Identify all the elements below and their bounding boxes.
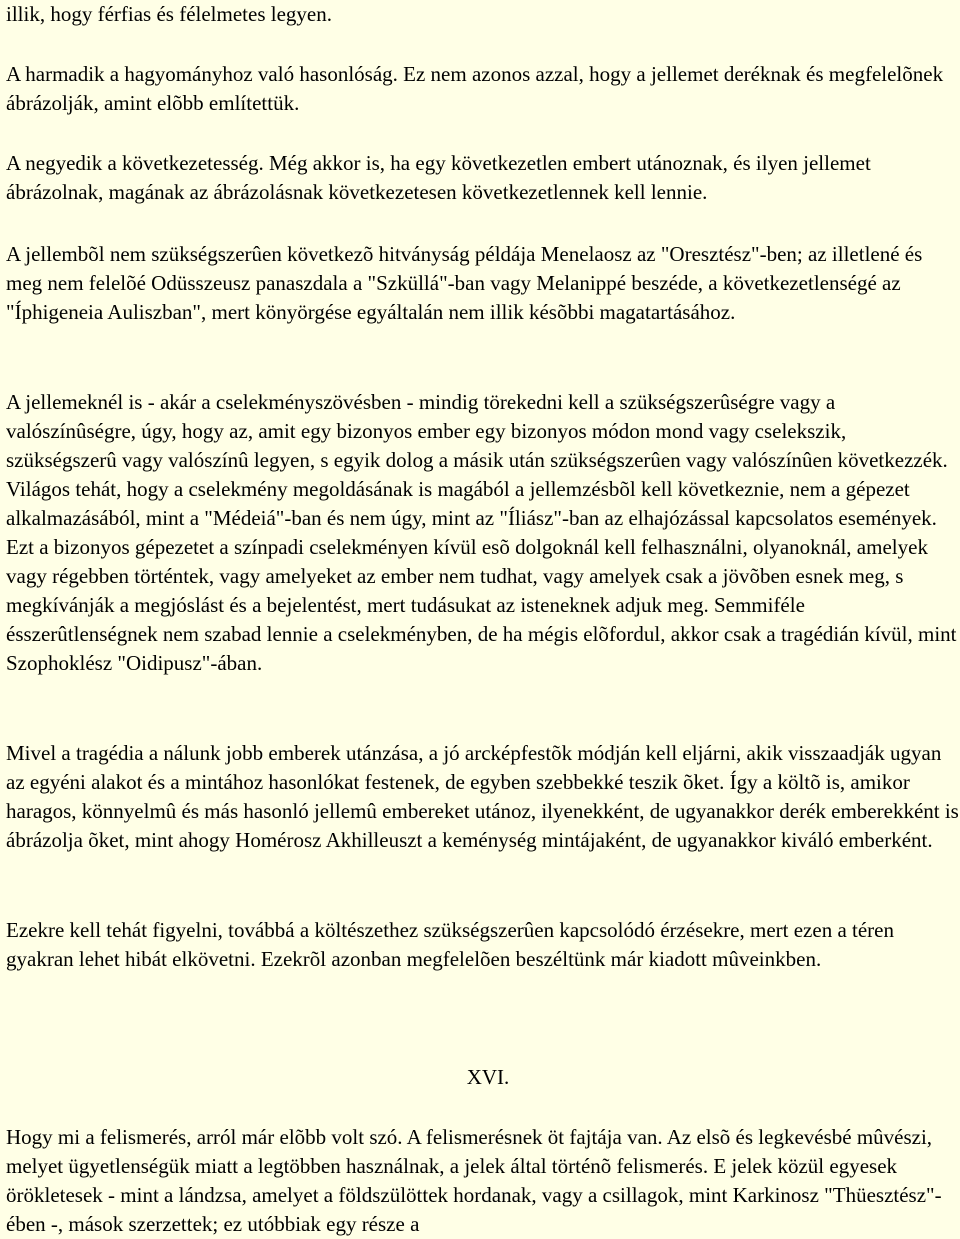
paragraph-portrait-painters: Mivel a tragédia a nálunk jobb emberek utánzása, a jó arcképfestõk módján kell eljárni, akik visszaadják ugyan az egyéni alakot és a mintához hasonlókat festenek, de egyben szebbekké teszik õket. Így a költõ is, amikor haragos, könnyelmû és más hasonló jellemû embereket utánoz, ilyenekként, de ugyanakkor derék emberekként is ábrázolja õket, mint ahogy Homérosz Akhilleuszt a keménység mintájaként, de ugyanakkor kiváló emberként. [6, 741, 959, 852]
paragraph-continuation: illik, hogy férfias és félelmetes legyen. [6, 2, 332, 26]
paragraph-examples: A jellembõl nem szükségszerûen következõ hitványság példája Menelaosz az "Oresztész"-ben; az illetlené és meg nem felelõé Odüsszeusz panaszdala a "Szküllá"-ban vagy Melanippé beszéde, a következetlenségé az "Íphigeneia Auliszban", mert könyörgése egyáltalán nem illik késõbbi magatartásához. [6, 242, 923, 324]
paragraph-recognition: Hogy mi a felismerés, arról már elõbb volt szó. A felismerésnek öt fajtája van. Az elsõ és legkevésbé mûvészi, melyet ügyetlenségük miatt a legtöbben használnak, a jelek által történõ felismerés. E jelek közül egyesek örökletesek - mint a lándzsa, amelyet a földszülöttek hordanak, vagy a csillagok, mint Karkinosz "Thüesztész"-ében -, mások szerzettek; ez utóbbiak egy része a [6, 1125, 942, 1236]
paragraph-third-element: A harmadik a hagyományhoz való hasonlóság. Ez nem azonos azzal, hogy a jellemet deréknak és megfelelõnek ábrázolják, amint elõbb említettük. [6, 62, 944, 115]
paragraph-attention: Ezekre kell tehát figyelni, továbbá a költészethez szükségszerûen kapcsolódó érzésekre, mert ezen a téren gyakran lehet hibát elkövetni. Ezekrõl azonban megfelelõen beszéltünk már kiadott mûveinkben. [6, 918, 894, 971]
paragraph-necessity: A jellemeknél is - akár a cselekményszövésben - mindig törekedni kell a szükségszerûségre vagy a valószínûségre, úgy, hogy az, amit egy bizonyos ember egy bizonyos módon mond vagy cselekszik, szükségszerû vagy valószínû legyen, s egyik dolog a másik után szükségszerûen vagy valószínûen következzék. Világos tehát, hogy a cselekmény megoldásának is magából a jellemzésbõl kell következnie, nem a gépezet alkalmazásából, mint a "Médeiá"-ban és nem úgy, mint az "Íliász"-ban az elhajózással kapcsolatos események. Ezt a bizonyos gépezetet a színpadi cselekményen kívül esõ dolgoknál kell felhasználni, olyanoknál, amelyek vagy régebben történtek, vagy amelyeket az ember nem tudhat, vagy amelyek csak a jövõben esnek meg, s megkívánják a megjóslást és a bejelentést, mert tudásukat az isteneknek adjuk meg. Semmiféle ésszerûtlenségnek nem szabad lennie a cselekményben, de ha mégis elõfordul, akkor csak a tragédián kívül, mint Szophoklész "Oidipusz"-ában. [6, 390, 957, 675]
paragraph-fourth-element: A negyedik a következetesség. Még akkor is, ha egy következetlen embert utánoznak, és ilyen jellemet ábrázolnak, magának az ábrázolásnak következetesen következetlennek kell lennie. [6, 151, 871, 204]
section-heading: XVI. [466, 1065, 510, 1089]
